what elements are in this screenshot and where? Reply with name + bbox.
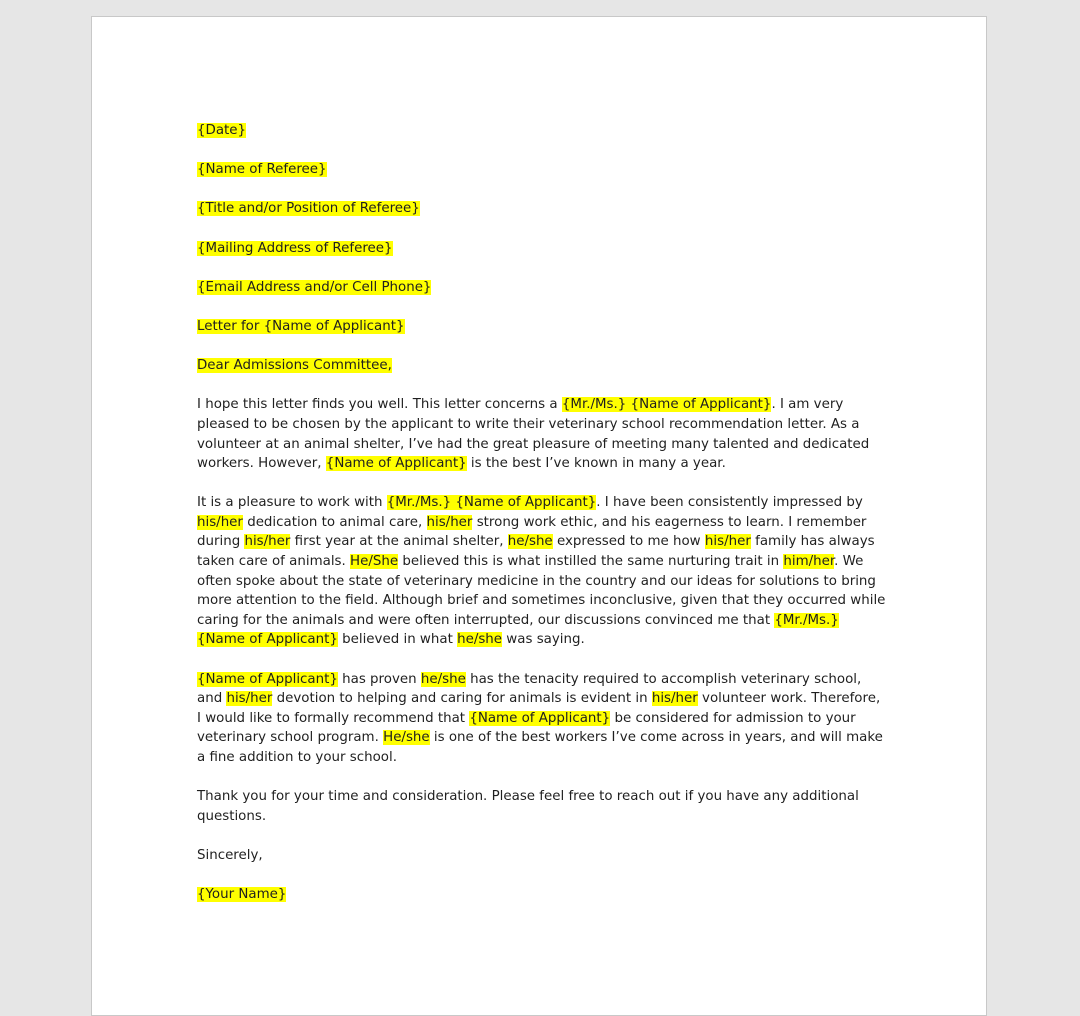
text-run: was saying.	[502, 632, 585, 648]
text-run: has the tenacity required to accomplish veterinary school, and	[197, 671, 862, 707]
paragraph-thanks	[197, 787, 887, 826]
referee-title-placeholder: {Title and/or Position of Referee}	[197, 201, 420, 217]
text-run: expressed to me how	[552, 534, 705, 550]
text-run: It is a pleasure to work with	[197, 495, 387, 511]
highlighted-placeholder: his/her	[704, 534, 751, 550]
paragraph-recommendation	[197, 670, 887, 768]
text-run: devotion to helping and caring for animals is evident in	[272, 691, 652, 707]
text-run: volunteer work. Therefore, I would like to formally recommend that	[197, 691, 881, 726]
letter-for-placeholder: Letter for {Name of Applicant}	[197, 318, 405, 334]
paragraph-intro	[197, 395, 887, 473]
referee-contact-placeholder: {Email Address and/or Cell Phone}	[197, 279, 432, 295]
highlighted-placeholder: He/she	[383, 730, 430, 746]
text-run: be considered for admission to your veterinary school program.	[197, 710, 856, 746]
text-run: strong work ethic, and his eagerness to learn. I remember during	[197, 514, 867, 550]
highlighted-placeholder: he/she	[420, 671, 466, 687]
referee-address-line	[197, 239, 887, 259]
letter-for-line	[197, 317, 887, 337]
highlighted-placeholder: {Name of Applicant}	[469, 710, 611, 726]
text-run: first year at the animal shelter,	[290, 534, 508, 550]
highlighted-placeholder: {Mr./Ms.} {Name of Applicant}	[197, 612, 839, 648]
highlighted-placeholder: his/her	[651, 691, 698, 707]
paragraph-experience	[197, 493, 887, 650]
highlighted-placeholder: {Name of Applicant}	[197, 671, 338, 687]
highlighted-placeholder: {Mr./Ms.} {Name of Applicant}	[386, 495, 597, 511]
date-placeholder: {Date}	[197, 123, 247, 138]
text-run: family has always taken care of animals.	[197, 534, 875, 570]
referee-title-line	[197, 199, 887, 219]
referee-contact-line	[197, 278, 887, 298]
signature-placeholder: {Your Name}	[197, 887, 287, 903]
text-run: has proven	[337, 671, 421, 687]
text-run: Thank you for your time and consideration. Please feel free to reach out if you have any additional questions.	[197, 789, 859, 824]
highlighted-placeholder: {Mr./Ms.} {Name of Applicant}	[561, 397, 772, 413]
highlighted-placeholder: him/her	[783, 554, 835, 570]
text-run: believed in what	[337, 632, 458, 648]
highlighted-placeholder: his/her	[197, 514, 243, 530]
referee-address-placeholder: {Mailing Address of Referee}	[197, 240, 393, 256]
closing-line	[197, 846, 887, 866]
highlighted-placeholder: {Name of Applicant}	[325, 456, 467, 472]
text-run: is one of the best workers I’ve come across in years, and will make a fine addition to your school.	[197, 730, 883, 765]
text-run: dedication to animal care,	[242, 514, 427, 530]
highlighted-placeholder: he/she	[507, 534, 553, 550]
salutation: Dear Admissions Committee,	[197, 358, 392, 374]
referee-name-placeholder: {Name of Referee}	[197, 162, 327, 178]
referee-name-line	[197, 160, 887, 180]
date-line	[197, 121, 887, 141]
highlighted-placeholder: his/her	[226, 691, 273, 707]
salutation-line	[197, 356, 887, 376]
highlighted-placeholder: He/She	[350, 554, 399, 570]
highlighted-placeholder: he/she	[457, 632, 503, 648]
document-page	[91, 16, 987, 1016]
highlighted-placeholder: his/her	[244, 534, 291, 550]
text-run: I hope this letter finds you well. This letter concerns a	[197, 397, 562, 413]
text-run: . I am very pleased to be chosen by the applicant to write their veterinary school recommendation letter. As a volunteer at an animal shelter, I’ve had the great pleasure of meeting many talented and dedicated workers. However,	[197, 397, 870, 472]
closing: Sincerely,	[197, 847, 263, 863]
highlighted-placeholder: his/her	[426, 514, 473, 530]
text-run: believed this is what instilled the same nurturing trait in	[398, 554, 784, 570]
text-run: . I have been consistently impressed by	[596, 495, 863, 511]
signature-line	[197, 885, 887, 905]
text-run: is the best I’ve known in many a year.	[466, 456, 726, 472]
letter-body	[197, 121, 887, 924]
text-run: . We often spoke about the state of veterinary medicine in the country and our ideas for solutions to bring more attention to the field. Although brief and sometimes inconclusive, given that they occurred while caring for the animals and were often interrupted, our discussions convinced me that	[197, 554, 886, 628]
